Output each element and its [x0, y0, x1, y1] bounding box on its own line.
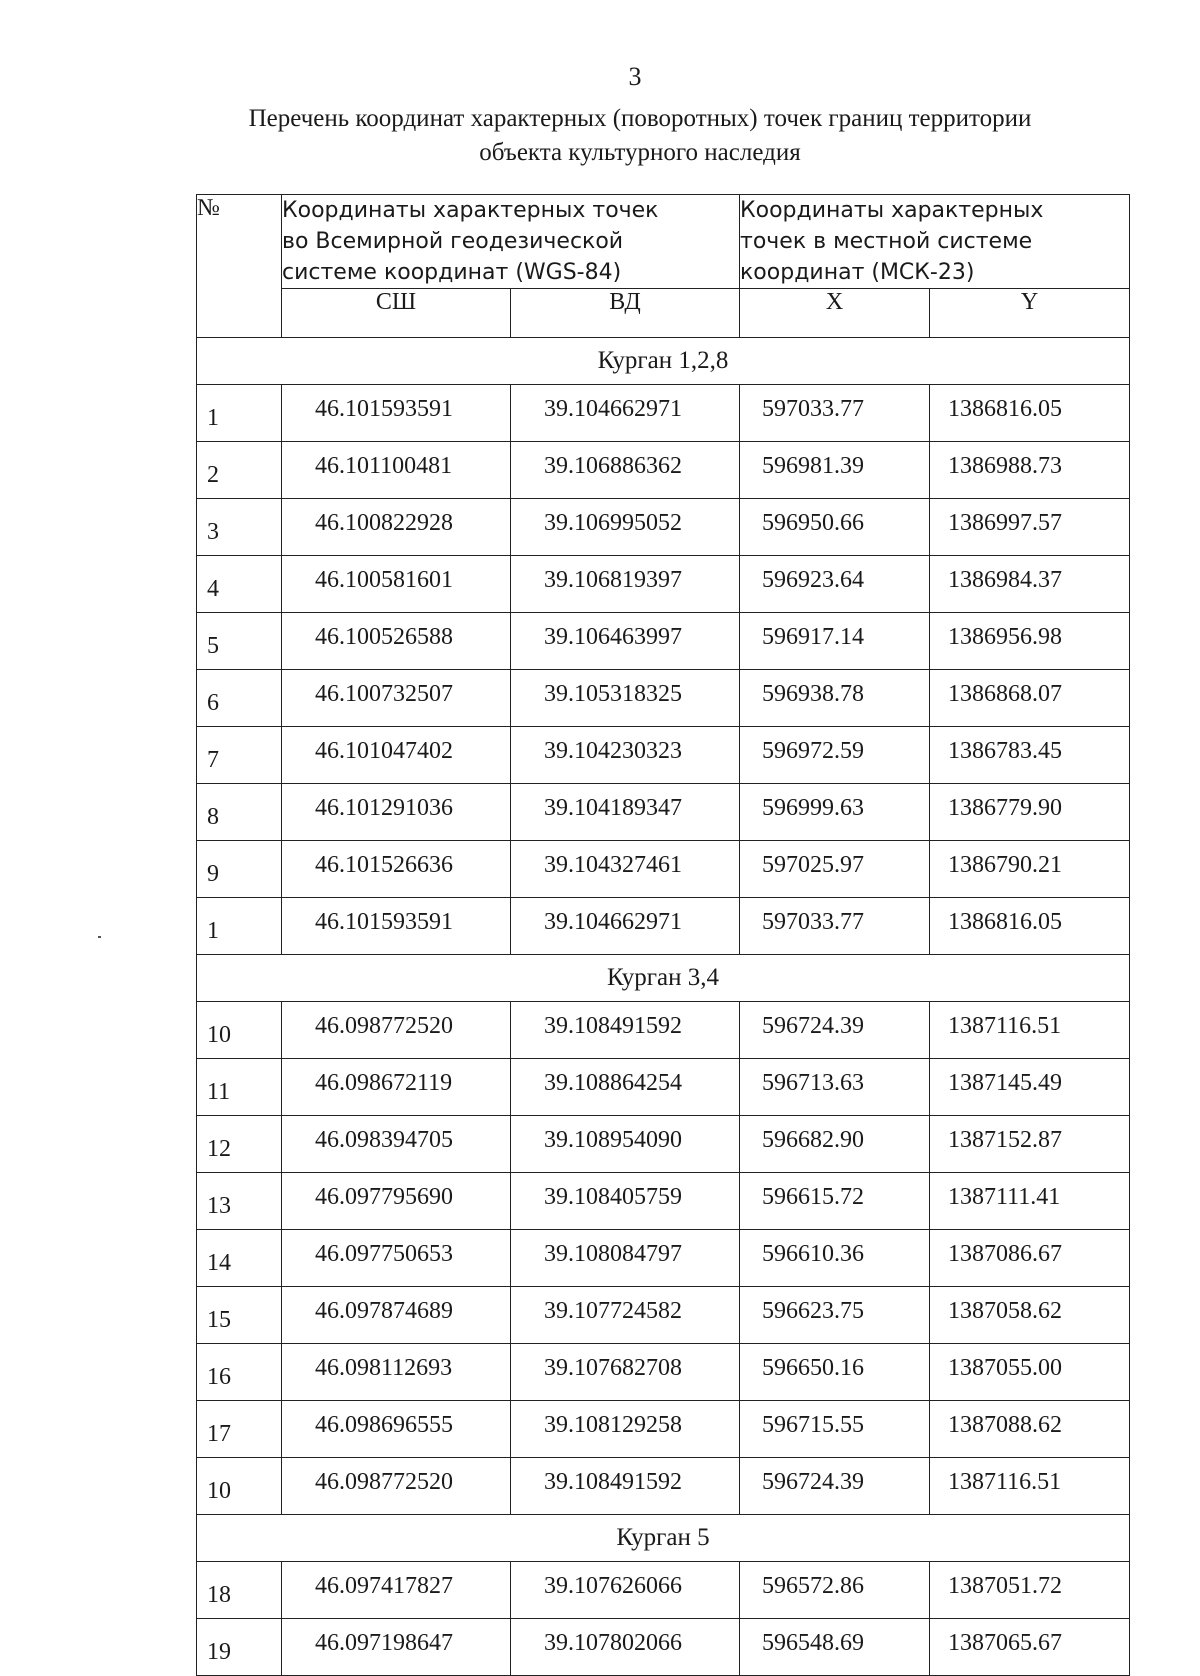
table-row	[197, 1002, 1130, 1059]
y-cell: 1387111.41	[930, 1173, 1130, 1230]
y-cell: 1387065.67	[930, 1619, 1130, 1676]
point-number-cell: 1	[197, 898, 282, 955]
longitude-cell: 39.106995052	[511, 499, 740, 556]
point-number-cell: 9	[197, 841, 282, 898]
y-cell: 1386956.98	[930, 613, 1130, 670]
y-cell: 1386779.90	[930, 784, 1130, 841]
x-cell: 596572.86	[740, 1562, 930, 1619]
y-cell: 1386790.21	[930, 841, 1130, 898]
x-cell: 597033.77	[740, 898, 930, 955]
latitude-cell: 46.101593591	[282, 898, 511, 955]
point-number-cell: 5	[197, 613, 282, 670]
y-cell: 1386783.45	[930, 727, 1130, 784]
longitude-cell: 39.107802066	[511, 1619, 740, 1676]
header-msk23-line-1: Координаты характерных	[740, 198, 1044, 223]
x-cell: 597033.77	[740, 385, 930, 442]
y-cell: 1387086.67	[930, 1230, 1130, 1287]
x-cell: 596715.55	[740, 1401, 930, 1458]
y-cell: 1387116.51	[930, 1458, 1130, 1515]
point-number-cell: 3	[197, 499, 282, 556]
latitude-cell: 46.100822928	[282, 499, 511, 556]
longitude-cell: 39.108129258	[511, 1401, 740, 1458]
latitude-cell: 46.098696555	[282, 1401, 511, 1458]
point-number-cell: 6	[197, 670, 282, 727]
latitude-cell: 46.098112693	[282, 1344, 511, 1401]
table-row	[197, 1344, 1130, 1401]
x-cell: 596917.14	[740, 613, 930, 670]
point-number-cell: 13	[197, 1173, 282, 1230]
longitude-cell: 39.104189347	[511, 784, 740, 841]
point-number-cell: 19	[197, 1619, 282, 1676]
latitude-cell: 46.100581601	[282, 556, 511, 613]
header-latitude: СШ	[282, 289, 511, 338]
header-msk23	[740, 195, 1130, 289]
table-row	[197, 1287, 1130, 1344]
latitude-cell: 46.097874689	[282, 1287, 511, 1344]
table-row	[197, 1619, 1130, 1676]
latitude-cell: 46.097795690	[282, 1173, 511, 1230]
y-cell: 1386988.73	[930, 442, 1130, 499]
y-cell: 1386984.37	[930, 556, 1130, 613]
longitude-cell: 39.108954090	[511, 1116, 740, 1173]
point-number-cell: 1	[197, 385, 282, 442]
y-cell: 1386816.05	[930, 385, 1130, 442]
table-row	[197, 1458, 1130, 1515]
table-row	[197, 1116, 1130, 1173]
x-cell: 596938.78	[740, 670, 930, 727]
latitude-cell: 46.097198647	[282, 1619, 511, 1676]
longitude-cell: 39.108864254	[511, 1059, 740, 1116]
latitude-cell: 46.098772520	[282, 1458, 511, 1515]
table-row	[197, 613, 1130, 670]
longitude-cell: 39.108491592	[511, 1002, 740, 1059]
table-row	[197, 1401, 1130, 1458]
point-number-cell: 4	[197, 556, 282, 613]
x-cell: 596623.75	[740, 1287, 930, 1344]
table-body	[197, 338, 1130, 1676]
latitude-cell: 46.101526636	[282, 841, 511, 898]
longitude-cell: 39.107682708	[511, 1344, 740, 1401]
header-longitude: ВД	[511, 289, 740, 338]
point-number-cell: 7	[197, 727, 282, 784]
group-row	[197, 1515, 1130, 1562]
table-row	[197, 1059, 1130, 1116]
header-x: X	[740, 289, 930, 338]
y-cell: 1386868.07	[930, 670, 1130, 727]
document-title-line-1: Перечень координат характерных (поворотных) точек границ территории	[248, 105, 1032, 132]
point-number-cell: 15	[197, 1287, 282, 1344]
table-header	[197, 195, 1130, 338]
group-row	[197, 338, 1130, 385]
latitude-cell: 46.101291036	[282, 784, 511, 841]
table-row	[197, 1562, 1130, 1619]
point-number-cell: 10	[197, 1002, 282, 1059]
document-title-line-2: объекта культурного наследия	[479, 139, 801, 166]
point-number-cell: 14	[197, 1230, 282, 1287]
longitude-cell: 39.105318325	[511, 670, 740, 727]
y-cell: 1387051.72	[930, 1562, 1130, 1619]
header-wgs84	[282, 195, 740, 289]
point-number-cell: 2	[197, 442, 282, 499]
x-cell: 596713.63	[740, 1059, 930, 1116]
group-title: Курган 5	[197, 1515, 1130, 1562]
y-cell: 1386816.05	[930, 898, 1130, 955]
header-wgs84-line-3: системе координат (WGS-84)	[282, 260, 622, 285]
latitude-cell: 46.101047402	[282, 727, 511, 784]
header-number: №	[197, 195, 282, 338]
x-cell: 596610.36	[740, 1230, 930, 1287]
longitude-cell: 39.104230323	[511, 727, 740, 784]
point-number-cell: 12	[197, 1116, 282, 1173]
table-row	[197, 556, 1130, 613]
x-cell: 596724.39	[740, 1002, 930, 1059]
point-number-cell: 16	[197, 1344, 282, 1401]
longitude-cell: 39.108084797	[511, 1230, 740, 1287]
document-title	[150, 102, 1130, 170]
x-cell: 596548.69	[740, 1619, 930, 1676]
longitude-cell: 39.107724582	[511, 1287, 740, 1344]
y-cell: 1387055.00	[930, 1344, 1130, 1401]
x-cell: 596923.64	[740, 556, 930, 613]
x-cell: 596682.90	[740, 1116, 930, 1173]
longitude-cell: 39.104327461	[511, 841, 740, 898]
table-row	[197, 1230, 1130, 1287]
latitude-cell: 46.097750653	[282, 1230, 511, 1287]
x-cell: 596972.59	[740, 727, 930, 784]
header-wgs84-line-2: во Всемирной геодезической	[282, 229, 624, 254]
coordinates-table	[196, 194, 1130, 1676]
group-title: Курган 1,2,8	[197, 338, 1130, 385]
latitude-cell: 46.101593591	[282, 385, 511, 442]
latitude-cell: 46.097417827	[282, 1562, 511, 1619]
header-msk23-line-3: координат (МСК-23)	[740, 260, 975, 285]
x-cell: 596615.72	[740, 1173, 930, 1230]
point-number-cell: 18	[197, 1562, 282, 1619]
point-number-cell: 17	[197, 1401, 282, 1458]
y-cell: 1387058.62	[930, 1287, 1130, 1344]
header-wgs84-line-1: Координаты характерных точек	[282, 198, 659, 223]
longitude-cell: 39.106886362	[511, 442, 740, 499]
table-row	[197, 499, 1130, 556]
longitude-cell: 39.104662971	[511, 385, 740, 442]
table-row	[197, 442, 1130, 499]
y-cell: 1387088.62	[930, 1401, 1130, 1458]
y-cell: 1386997.57	[930, 499, 1130, 556]
point-number-cell: 11	[197, 1059, 282, 1116]
latitude-cell: 46.101100481	[282, 442, 511, 499]
table-row	[197, 670, 1130, 727]
x-cell: 596950.66	[740, 499, 930, 556]
longitude-cell: 39.104662971	[511, 898, 740, 955]
y-cell: 1387145.49	[930, 1059, 1130, 1116]
longitude-cell: 39.106463997	[511, 613, 740, 670]
latitude-cell: 46.098394705	[282, 1116, 511, 1173]
x-cell: 596650.16	[740, 1344, 930, 1401]
y-cell: 1387116.51	[930, 1002, 1130, 1059]
table-row	[197, 1173, 1130, 1230]
table-row	[197, 727, 1130, 784]
latitude-cell: 46.098672119	[282, 1059, 511, 1116]
point-number-cell: 10	[197, 1458, 282, 1515]
longitude-cell: 39.106819397	[511, 556, 740, 613]
table-row	[197, 385, 1130, 442]
latitude-cell: 46.098772520	[282, 1002, 511, 1059]
longitude-cell: 39.108405759	[511, 1173, 740, 1230]
y-cell: 1387152.87	[930, 1116, 1130, 1173]
header-y: Y	[930, 289, 1130, 338]
table-row	[197, 784, 1130, 841]
point-number-cell: 8	[197, 784, 282, 841]
header-msk23-line-2: точек в местной системе	[740, 229, 1033, 254]
page-number: 3	[628, 62, 642, 91]
x-cell: 596981.39	[740, 442, 930, 499]
table-row	[197, 841, 1130, 898]
latitude-cell: 46.100732507	[282, 670, 511, 727]
group-title: Курган 3,4	[197, 955, 1130, 1002]
scan-speck	[98, 936, 101, 938]
longitude-cell: 39.107626066	[511, 1562, 740, 1619]
group-row	[197, 955, 1130, 1002]
x-cell: 597025.97	[740, 841, 930, 898]
latitude-cell: 46.100526588	[282, 613, 511, 670]
x-cell: 596999.63	[740, 784, 930, 841]
longitude-cell: 39.108491592	[511, 1458, 740, 1515]
x-cell: 596724.39	[740, 1458, 930, 1515]
table-row	[197, 898, 1130, 955]
